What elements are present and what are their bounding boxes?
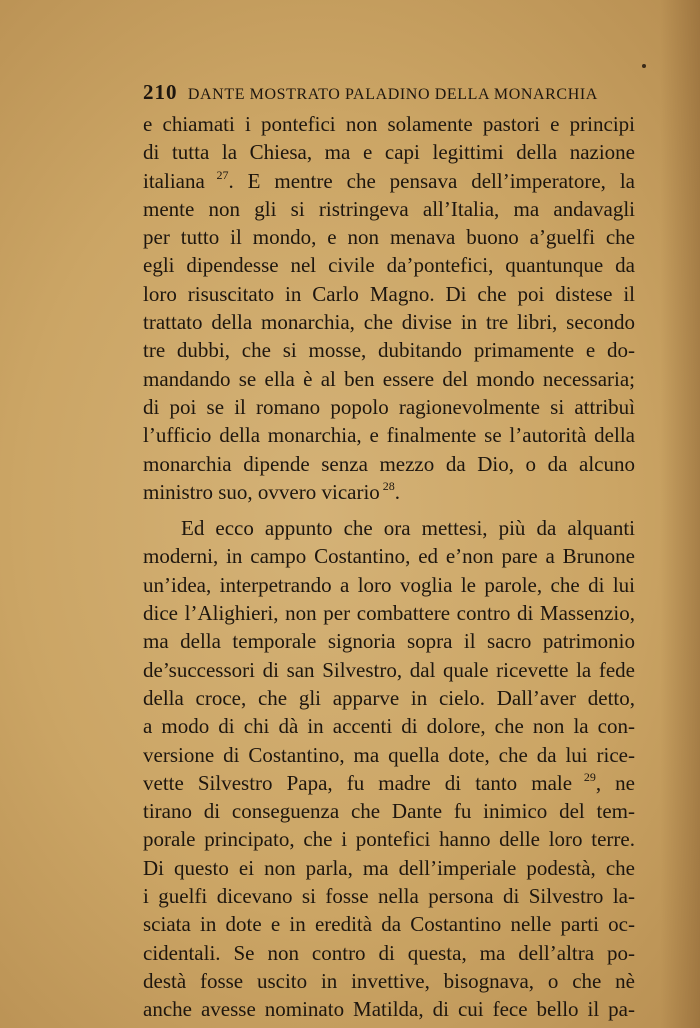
text-line <box>143 571 635 599</box>
running-title: DANTE MOSTRATO PALADINO DELLA MONARCHIA <box>187 86 598 103</box>
text-line <box>143 195 635 223</box>
text-line <box>143 251 635 279</box>
line-text: loro risuscitato in Carlo Magno. Di che poi distese il <box>143 281 635 306</box>
line-text: ma della temporale signoria sopra il sacro patrimonio <box>143 629 635 654</box>
line-text: porale principato, che i pontefici hanno delle loro terre. <box>143 827 635 852</box>
line-text: a modo di chi dà in accenti di dolore, che non la con- <box>143 714 635 739</box>
text-line <box>143 939 635 967</box>
line-text-after-note: . E mentre che pensava dell’imperatore, la <box>228 168 636 193</box>
line-text: Ed ecco appunto che ora mettesi, più da alquanti <box>181 516 635 541</box>
text-line <box>143 769 635 797</box>
line-text: sciata in dote e in eredità da Costantino nelle parti oc- <box>143 912 635 937</box>
line-text: destà fosse uscito in invettive, bisognava, o che nè <box>143 968 635 993</box>
line-text: mente non gli si ristringeva all’Italia, ma andavagli <box>143 196 635 221</box>
text-line <box>143 110 635 138</box>
line-text: egli dipendesse nel civile da’pontefici, quantunque da <box>143 253 635 278</box>
text-line <box>143 684 635 712</box>
text-line <box>143 138 635 166</box>
text-line <box>143 223 635 251</box>
text-line <box>143 280 635 308</box>
text-line <box>143 656 635 684</box>
line-text: trattato della monarchia, che divise in tre libri, secondo <box>143 310 635 335</box>
line-text: italiana <box>143 168 205 193</box>
text-line <box>143 167 635 195</box>
line-text-after-note: . <box>394 479 401 504</box>
line-text: ministro suo, ovvero vicario <box>143 479 380 504</box>
line-text: tre dubbi, che si mosse, dubitando primamente e do- <box>143 338 635 363</box>
line-text: un’idea, interpetrando a loro voglia le parole, che di lui <box>143 572 635 597</box>
footnote-marker: 27 <box>204 167 229 182</box>
running-header <box>143 80 643 105</box>
line-text: e chiamati i pontefici non solamente pastori e principi <box>143 112 635 136</box>
text-line <box>143 478 635 506</box>
text-line <box>143 995 635 1023</box>
text-line <box>143 421 635 449</box>
line-text: l’ufficio della monarchia, e finalmente se l’autorità della <box>143 423 635 448</box>
ink-speck <box>642 64 646 68</box>
line-text: tirano di conseguenza che Dante fu inimico del tem- <box>143 799 635 824</box>
footnote-marker: 29 <box>572 769 596 784</box>
text-line <box>143 882 635 910</box>
line-text: versione di Costantino, ma quella dote, che da lui rice- <box>143 742 635 767</box>
text-line <box>143 741 635 769</box>
paragraph-2 <box>143 514 635 1023</box>
text-line <box>143 599 635 627</box>
line-text: dice l’Alighieri, non per combattere contro di Massenzio, <box>143 601 635 626</box>
line-text: di poi se il romano popolo ragionevolmente si attribuì <box>143 394 635 419</box>
line-text: mandando se ella è al ben essere del mondo necessaria; <box>143 366 635 391</box>
line-text-after-note: , ne <box>595 770 636 795</box>
line-text: Di questo ei non parla, ma dell’imperiale podestà, che <box>143 855 635 880</box>
text-line <box>143 336 635 364</box>
line-text: per tutto il mondo, e non menava buono a’guelfi che <box>143 225 635 250</box>
text-line <box>143 712 635 740</box>
line-text: cidentali. Se non contro di questa, ma dell’altra po- <box>143 940 635 965</box>
line-text: i guelfi dicevano si fosse nella persona di Silvestro la- <box>143 884 635 909</box>
footnote-marker: 28 <box>379 478 395 493</box>
text-line <box>143 308 635 336</box>
line-text: di tutta la Chiesa, ma e capi legittimi della nazione <box>143 140 635 165</box>
body-text <box>143 110 635 1024</box>
line-text: moderni, in campo Costantino, ed e’non pare a Brunone <box>143 544 635 569</box>
text-line <box>143 514 635 542</box>
page-number: 210 <box>143 80 178 104</box>
text-line <box>143 797 635 825</box>
text-line <box>143 365 635 393</box>
text-line <box>143 450 635 478</box>
text-line <box>143 627 635 655</box>
line-text: della croce, che gli apparve in cielo. Dall’aver detto, <box>143 685 635 710</box>
text-line <box>143 393 635 421</box>
text-line <box>143 542 635 570</box>
line-text: de’successori di san Silvestro, dal quale ricevette la fede <box>143 657 635 682</box>
text-line <box>143 854 635 882</box>
line-text: anche avesse nominato Matilda, di cui fece bello il pa- <box>143 997 635 1022</box>
text-line <box>143 967 635 995</box>
line-text: monarchia dipende senza mezzo da Dio, o da alcuno <box>143 451 635 476</box>
text-line <box>143 910 635 938</box>
line-text: vette Silvestro Papa, fu madre di tanto male <box>143 770 573 795</box>
text-line <box>143 825 635 853</box>
page-edge-shadow <box>660 0 700 1028</box>
paragraph-1 <box>143 110 635 506</box>
